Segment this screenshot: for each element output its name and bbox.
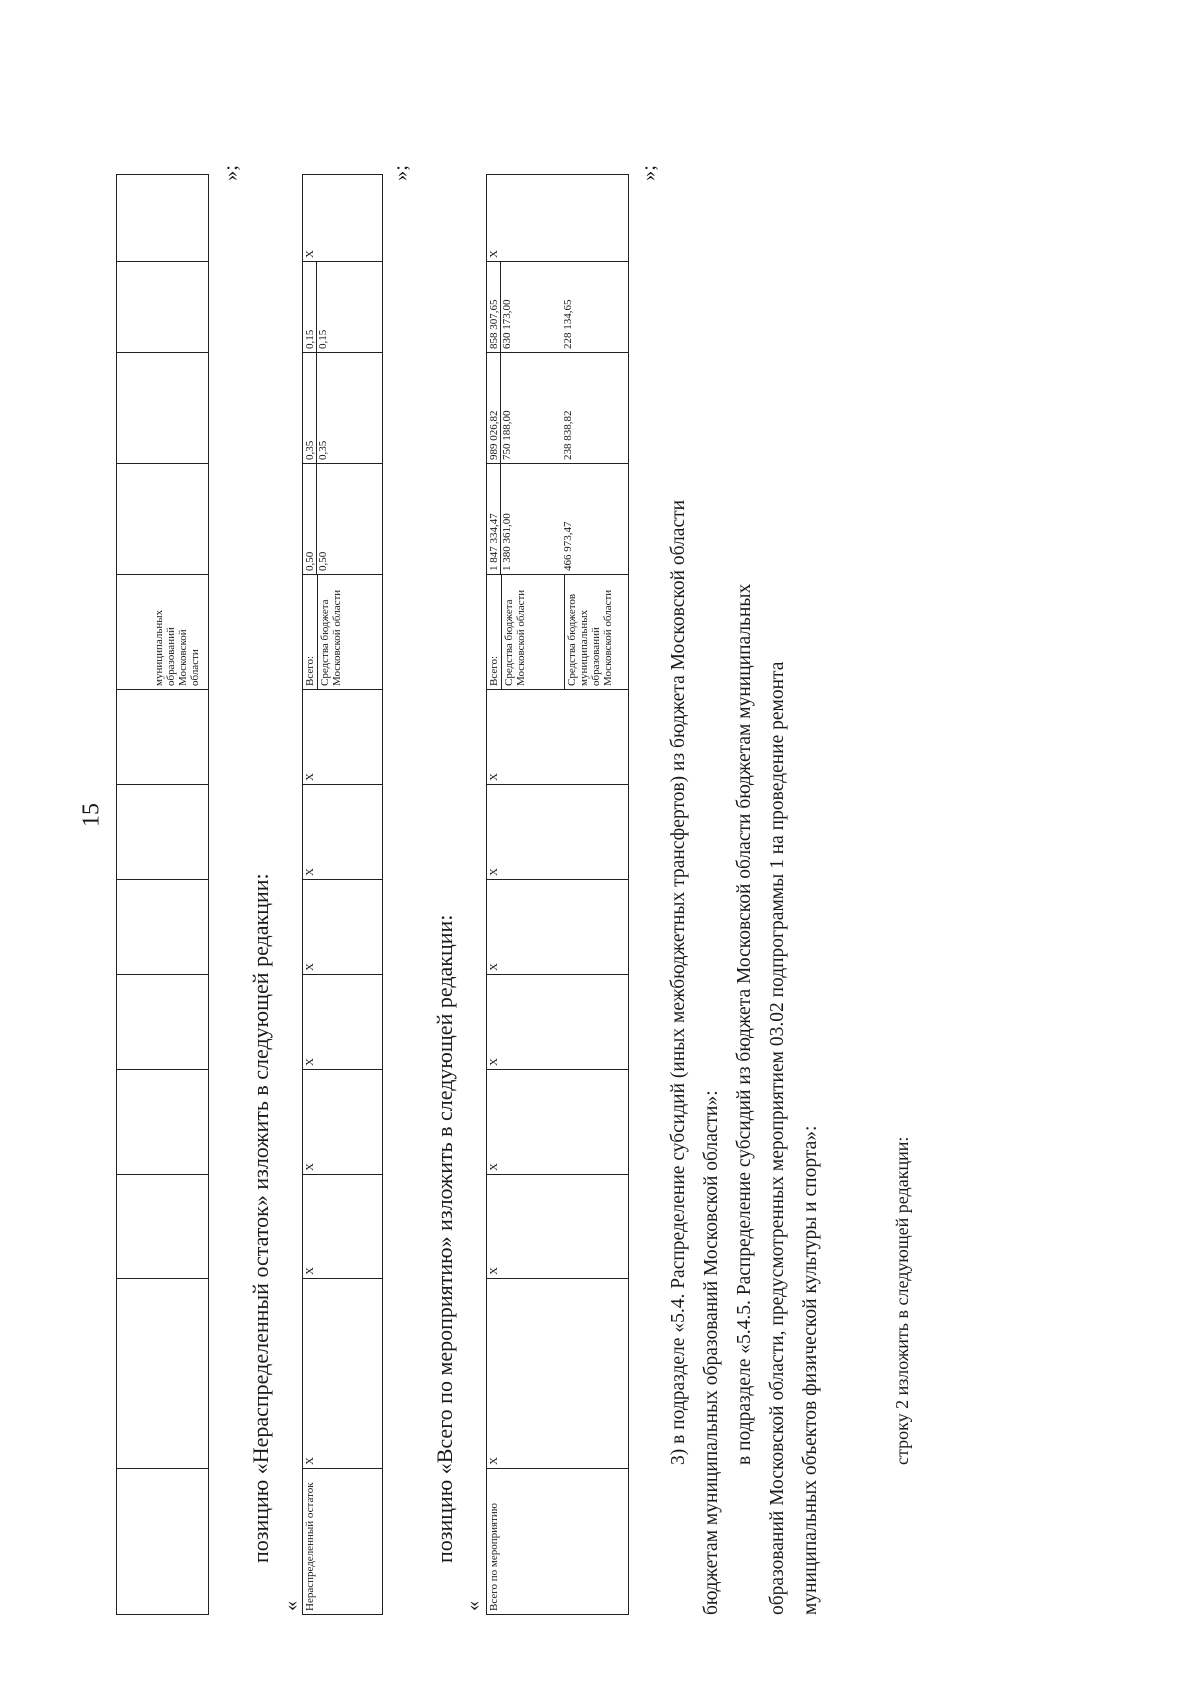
source1-value: 630 173,00 [501, 299, 513, 349]
text-line: муниципальных объектов физической культуры и спорта»: [800, 1125, 821, 1615]
source-label: Средства бюджета Московской области [317, 575, 343, 689]
text-line: в подразделе «5.4.5. Распределение субсидий из бюджета Московской области бюджетам муниципальных [734, 583, 755, 1465]
table-cell [117, 464, 209, 575]
table-unallocated [302, 174, 383, 1615]
source-cell [303, 575, 383, 690]
total-label: Всего: [304, 655, 316, 686]
table-cell [117, 353, 209, 464]
total-value: 0,50 [304, 464, 317, 574]
table-cell [117, 1279, 209, 1469]
source1-value: 750 188,00 [501, 410, 513, 460]
x-mark: Х [487, 975, 629, 1070]
x-mark: Х [303, 1070, 383, 1175]
text-line: Московской [177, 629, 189, 686]
rotated-content [150, 75, 940, 1655]
text-line: образований [165, 627, 177, 686]
text-line: муниципальных [153, 609, 165, 686]
close-quote: »; [638, 165, 660, 181]
total-value: 989 026,82 [488, 353, 501, 463]
table-cell [117, 1469, 209, 1615]
close-quote: »; [390, 165, 412, 181]
total-label: Всего: [488, 655, 500, 686]
total-value: 0,15 [304, 262, 317, 352]
x-mark: Х [487, 175, 629, 262]
table-cell-municipal [117, 575, 209, 690]
text-line: образований Московской области, предусмотренных мероприятием 03.02 подпрограммы 1 на проведение ремонта [767, 661, 788, 1615]
table-top-fragment [116, 174, 209, 1615]
x-mark: Х [303, 1279, 383, 1469]
x-mark: Х [303, 975, 383, 1070]
x-mark: Х [303, 880, 383, 975]
x-mark: Х [487, 1175, 629, 1279]
x-mark: Х [303, 1175, 383, 1279]
table-cell [117, 975, 209, 1070]
item2-intro: позицию «Всего по мероприятию» изложить в следующей редакции: [432, 914, 457, 1563]
source2-value: 228 134,65 [562, 299, 574, 349]
page-number: 15 [78, 803, 105, 827]
table-cell [117, 175, 209, 262]
open-quote: « [280, 1600, 302, 1611]
table-cell [117, 880, 209, 975]
source1-value: 1 380 361,00 [501, 513, 513, 571]
x-mark: Х [303, 175, 383, 262]
close-quote: »; [220, 165, 242, 181]
x-mark: Х [487, 690, 629, 785]
x-mark: Х [487, 1070, 629, 1175]
total-value: 858 307,65 [488, 262, 501, 352]
item1-intro: позицию «Нераспределенный остаток» изложить в следующей редакции: [248, 873, 273, 1563]
table-cell [117, 1070, 209, 1175]
source-cell [487, 575, 629, 690]
total-value: 0,35 [304, 353, 317, 463]
source-value: 0,50 [317, 551, 329, 571]
value-cell [487, 353, 629, 464]
table-cell [117, 690, 209, 785]
row-label-total: Всего по мероприятию [487, 1469, 629, 1615]
source-value: 0,15 [317, 329, 329, 349]
source2-label: Средства бюджетов муниципальных образований Московской области [564, 575, 614, 689]
text-line: 3) в подразделе «5.4. Распределение субсидий (иных межбюджетных трансфертов) из бюджета Московской области [668, 499, 689, 1465]
source1-label: Средства бюджета Московской области [501, 575, 563, 689]
text-line: бюджетам муниципальных образований Московской области»: [701, 1090, 722, 1615]
row-label-unallocated: Нераспределенный остаток [303, 1469, 383, 1615]
source-value: 0,35 [317, 440, 329, 460]
text-line: области [189, 649, 201, 686]
table-cell [117, 1175, 209, 1279]
table-cell [117, 262, 209, 353]
x-mark: Х [487, 880, 629, 975]
source2-value: 238 838,82 [562, 410, 574, 460]
x-mark: Х [487, 785, 629, 880]
value-cell [487, 262, 629, 353]
value-cell [303, 262, 383, 353]
value-cell [303, 464, 383, 575]
final-line: строку 2 изложить в следующей редакции: [892, 1136, 912, 1465]
source2-value: 466 973,47 [562, 521, 574, 571]
total-value: 1 847 334,47 [488, 464, 501, 574]
x-mark: Х [303, 690, 383, 785]
x-mark: Х [487, 1279, 629, 1469]
paragraph-3 [662, 195, 827, 1615]
x-mark: Х [303, 785, 383, 880]
open-quote: « [462, 1600, 484, 1611]
value-cell [303, 353, 383, 464]
table-total-by-activity [486, 174, 629, 1615]
value-cell [487, 464, 629, 575]
table-cell [117, 785, 209, 880]
